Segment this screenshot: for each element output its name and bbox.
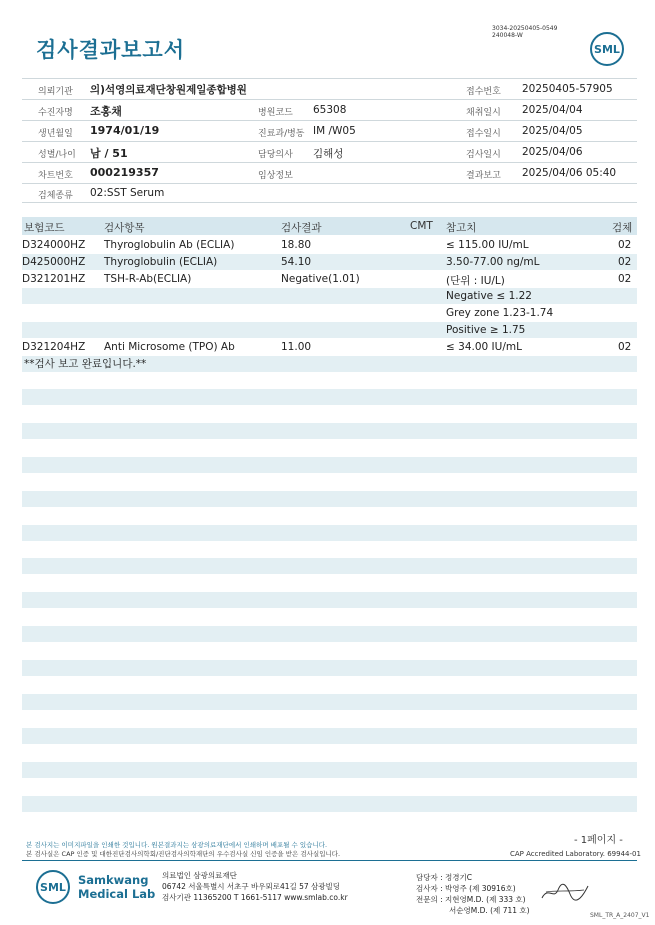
hospital-code-label: 병원코드 [258, 108, 293, 118]
row-item: Thyroglobulin Ab (ECLIA) [104, 239, 235, 251]
divider [22, 183, 637, 184]
receipt-no-value: 20250405-57905 [522, 83, 613, 95]
lab-address: 의료법인 삼광의료재단 06742 서울특별시 서초구 바우뫼로41길 57 삼광빌딩 검사기관 11365200 T 1661-5117 www.smlab.co.kr [162, 871, 348, 902]
hospital-code-value: 65308 [313, 104, 347, 116]
row-ref: Grey zone 1.23-1.74 [446, 307, 554, 319]
row-ref: (단위 : IU/L) [446, 275, 505, 287]
row-ref: ≤ 115.00 IU/mL [446, 239, 529, 251]
row-band [22, 694, 637, 710]
row-spec: 02 [618, 256, 632, 268]
form-code: SML_TR_A_2407_V1 [590, 912, 650, 919]
row-code: D321204HZ [22, 341, 86, 353]
row-spec: 02 [618, 341, 632, 353]
specimen-value: 02:SST Serum [90, 187, 165, 199]
col-item-header: 검사항목 [104, 222, 145, 234]
row-band [22, 762, 637, 778]
row-band [22, 525, 637, 541]
sex-age-label: 성별/나이 [38, 150, 76, 160]
row-band [22, 728, 637, 744]
report-complete-note: **검사 보고 완료입니다.** [24, 358, 147, 370]
col-cmt-header: CMT [410, 220, 433, 232]
row-band [22, 491, 637, 507]
divider [22, 202, 637, 203]
accreditation-notice: 본 검사실은 CAP 인증 및 대한진단검사의학회/진단검사의학재단의 우수검사실 신임 인증을 받은 검사실입니다. [26, 850, 341, 858]
dept-label: 진료과/병동 [258, 129, 305, 139]
row-band [22, 389, 637, 405]
birth-label: 생년월일 [38, 129, 73, 139]
birth-value: 1974/01/19 [90, 124, 160, 137]
row-item: Thyroglobulin (ECLIA) [104, 256, 218, 268]
row-ref: Positive ≥ 1.75 [446, 324, 526, 336]
col-code-header: 보험코드 [24, 222, 65, 234]
footer-divider [22, 860, 637, 861]
row-band [22, 626, 637, 642]
page-number: - 1페이지 - [574, 835, 623, 846]
row-band [22, 660, 637, 676]
report-date-label: 결과보고 [466, 171, 501, 181]
sml-logo: SML [590, 32, 624, 66]
col-result-header: 검사결과 [281, 222, 322, 234]
lab-staff: 담당자 : 정경기C 검사자 : 박영주 (제 30916호) 전문의 : 지현영M.D. (제 333 호) 서순영M.D. (제 711 호) [416, 873, 530, 915]
row-band [22, 796, 637, 812]
row-result: 18.80 [281, 239, 312, 251]
row-ref: Negative ≤ 1.22 [446, 290, 532, 302]
row-spec: 02 [618, 239, 632, 251]
divider [22, 78, 637, 79]
row-band [22, 457, 637, 473]
row-code: D324000HZ [22, 239, 86, 251]
receipt-no-label: 접수번호 [466, 87, 501, 97]
col-ref-header: 참고치 [446, 222, 477, 234]
test-date-label: 검사일시 [466, 150, 501, 160]
sex-age-value: 남 / 51 [90, 147, 128, 160]
row-band [22, 288, 637, 304]
institution-label: 의뢰기관 [38, 87, 73, 97]
row-ref: 3.50-77.00 ng/mL [446, 256, 540, 268]
divider [22, 99, 637, 100]
cap-accreditation: CAP Accredited Laboratory. 69944-01 [510, 850, 641, 858]
specimen-label: 검체종류 [38, 191, 73, 201]
dept-value: IM /W05 [313, 125, 356, 137]
row-band [22, 322, 637, 338]
report-title: 검사결과보고서 [36, 38, 186, 62]
divider [22, 162, 637, 163]
collect-date-label: 채취일시 [466, 108, 501, 118]
doctor-value: 김해성 [313, 148, 344, 160]
row-result: Negative(1.01) [281, 273, 360, 285]
print-notice: 본 검사지는 이미지파일을 인쇄한 것입니다. 원본결과지는 삼광의료재단에서 인쇄하며 배포될 수 있습니다. [26, 841, 328, 849]
receive-date-value: 2025/04/05 [522, 125, 583, 137]
row-band [22, 423, 637, 439]
row-code: D321201HZ [22, 273, 86, 285]
divider [22, 120, 637, 121]
patient-name: 조홍채 [90, 105, 122, 118]
document-id: 3034-20250405-0549 240048-W [492, 25, 558, 39]
row-band [22, 558, 637, 574]
chart-no-value: 000219357 [90, 166, 159, 179]
row-ref: ≤ 34.00 IU/mL [446, 341, 522, 353]
row-code: D425000HZ [22, 256, 86, 268]
lab-name: Samkwang Medical Lab [78, 873, 156, 901]
col-spec-header: 검체 [612, 222, 633, 234]
row-band [22, 592, 637, 608]
patient-label: 수진자명 [38, 108, 73, 118]
receive-date-label: 접수일시 [466, 129, 501, 139]
row-result: 54.10 [281, 256, 312, 268]
row-spec: 02 [618, 273, 632, 285]
report-date-value: 2025/04/06 05:40 [522, 167, 617, 179]
row-item: TSH-R-Ab(ECLIA) [104, 273, 192, 285]
row-result: 11.00 [281, 341, 312, 353]
collect-date-value: 2025/04/04 [522, 104, 583, 116]
footer-sml-logo: SML [36, 870, 70, 904]
divider [22, 141, 637, 142]
test-date-value: 2025/04/06 [522, 146, 583, 158]
institution-value: 의)석영의료재단창원제일종합병원 [90, 84, 247, 96]
doctor-label: 담당의사 [258, 150, 293, 160]
chart-no-label: 차트번호 [38, 171, 73, 181]
physician-signature [540, 880, 590, 904]
clinical-label: 임상정보 [258, 171, 293, 181]
row-item: Anti Microsome (TPO) Ab [104, 341, 235, 353]
